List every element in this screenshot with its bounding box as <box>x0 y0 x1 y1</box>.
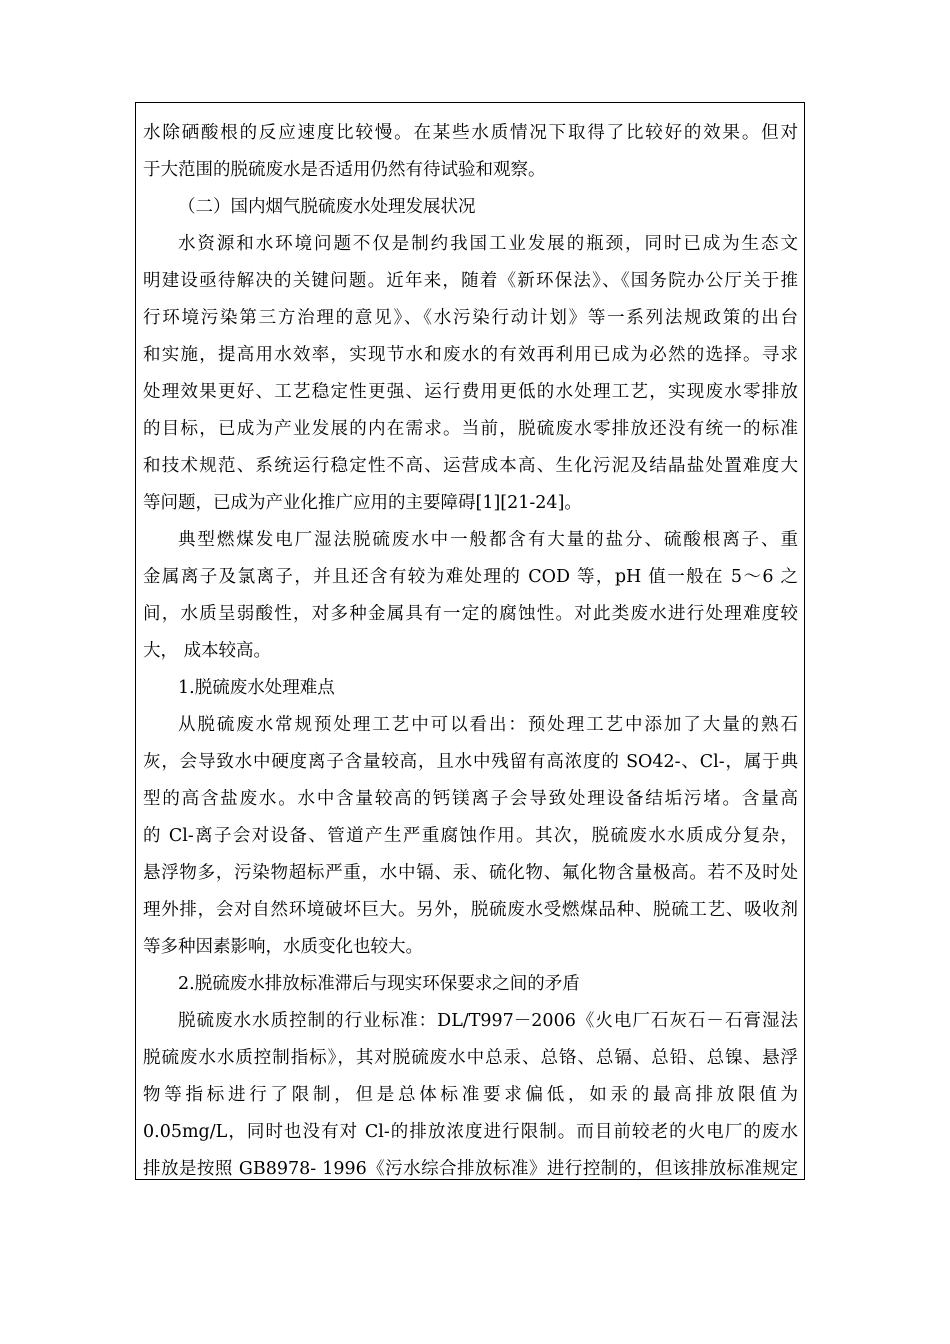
text-line: 悬浮物多，污染物超标严重，水中镉、汞、硫化物、氟化物含量极高。若不及时处 <box>143 863 798 883</box>
text-line: 金属离子及氯离子，并且还含有较为难处理的 COD 等，pH 值一般在 5～6 之 <box>143 567 798 587</box>
text-line: 脱硫废水水质控制指标》，其对脱硫废水中总汞、总铬、总镉、总铅、总镍、悬浮 <box>143 1048 798 1068</box>
text-line: 和实施，提高用水效率，实现节水和废水的有效再利用已成为必然的选择。寻求 <box>143 345 798 365</box>
text-line: 大， 成本较高。 <box>143 641 272 661</box>
subsection-heading: 1.脱硫废水处理难点 <box>178 678 335 698</box>
text-line: 典型燃煤发电厂湿法脱硫废水中一般都含有大量的盐分、硫酸根离子、重 <box>178 530 798 550</box>
section-heading: （二）国内烟气脱硫废水处理发展状况 <box>178 197 476 217</box>
text-line: 于大范围的脱硫废水是否适用仍然有待试验和观察。 <box>143 160 546 180</box>
text-line: 处理效果更好、工艺稳定性更强、运行费用更低的水处理工艺，实现废水零排放 <box>143 382 798 402</box>
text-line: 物等指标进行了限制，但是总体标准要求偏低，如汞的最高排放限值为 <box>143 1085 798 1105</box>
text-line: 从脱硫废水常规预处理工艺中可以看出：预处理工艺中添加了大量的熟石 <box>178 715 798 735</box>
document-body <box>143 115 798 1188</box>
text-line: 明建设亟待解决的关键问题。近年来，随着《新环保法》、《国务院办公厅关于推 <box>143 271 798 291</box>
text-line: 行环境污染第三方治理的意见》、《水污染行动计划》等一系列法规政策的出台 <box>143 308 798 328</box>
text-line: 水资源和水环境问题不仅是制约我国工业发展的瓶颈，同时已成为生态文 <box>178 234 798 254</box>
text-line: 理外排，会对自然环境破坏巨大。另外，脱硫废水受燃煤品种、脱硫工艺、吸收剂 <box>143 900 798 920</box>
text-line: 灰，会导致水中硬度离子含量较高，且水中残留有高浓度的 SO42-、Cl-，属于典 <box>143 752 798 772</box>
text-line: 的目标，已成为产业发展的内在需求。当前，脱硫废水零排放还没有统一的标准 <box>143 419 798 439</box>
text-line: 和技术规范、系统运行稳定性不高、运营成本高、生化污泥及结晶盐处置难度大 <box>143 456 798 476</box>
subsection-heading: 2.脱硫废水排放标准滞后与现实环保要求之间的矛盾 <box>178 974 580 994</box>
text-line: 型的高含盐废水。水中含量较高的钙镁离子会导致处理设备结垢污堵。含量高 <box>143 789 798 809</box>
text-line: 0.05mg/L，同时也没有对 Cl-的排放浓度进行限制。而目前较老的火电厂的废水 <box>143 1122 798 1142</box>
text-line: 等多种因素影响，水质变化也较大。 <box>143 937 423 957</box>
text-line: 的 Cl-离子会对设备、管道产生严重腐蚀作用。其次，脱硫废水水质成分复杂， <box>143 826 798 846</box>
text-line: 脱硫废水水质控制的行业标准：DL/T997－2006《火电厂石灰石－石膏湿法 <box>178 1011 798 1031</box>
text-line: 排放是按照 GB8978- 1996《污水综合排放标准》进行控制的，但该排放标准规定 <box>143 1159 798 1179</box>
text-line: 间，水质呈弱酸性，对多种金属具有一定的腐蚀性。对此类废水进行处理难度较 <box>143 604 798 624</box>
text-line: 水除硒酸根的反应速度比较慢。在某些水质情况下取得了比较好的效果。但对 <box>143 123 798 143</box>
text-line: 等问题，已成为产业化推广应用的主要障碍[1][21-24]。 <box>143 493 582 513</box>
